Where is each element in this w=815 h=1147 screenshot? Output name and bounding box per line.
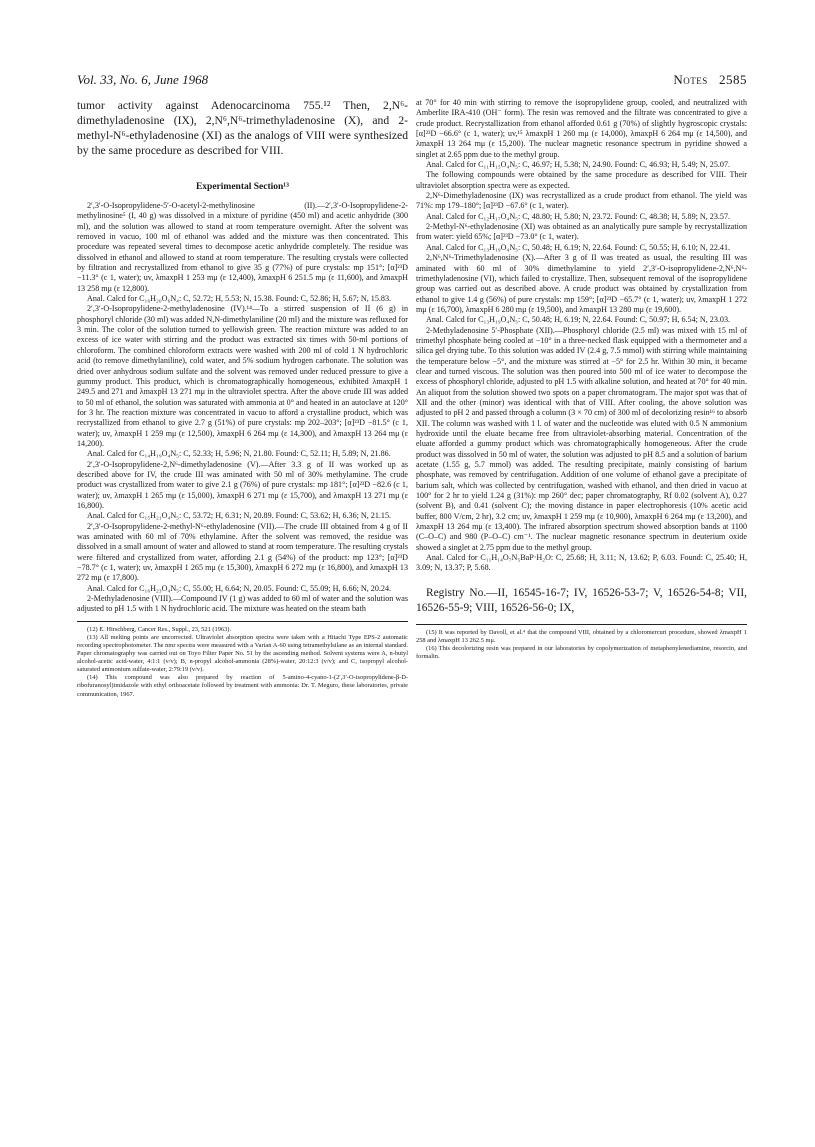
footnote: (16) This decolorizing resin was prepared in our laboratories by copolymerization of metaphenylenediamine, resorcin, and formalin.: [416, 645, 747, 661]
paragraph: Anal. Calcd for C₁₆H₂₀O₆N₄: C, 52.72; H, 5.53; N, 15.38. Found: C, 52.86; H, 5.67; N, 15.83.: [87, 294, 392, 304]
footnote: (12) E. Hirschberg, Cancer Res., Suppl., 23, 521 (1963).: [87, 625, 232, 633]
footnote: (15) It was reported by Davoll, et al.⁴ that the compound VIII, obtained by a chloromercuri procedure, showed λmaxpH 1 258 and λmaxpH 13 262.5 mμ.: [416, 628, 747, 644]
paragraph: Anal. Calcd for C₁₃H₁₉O₄N₅: C, 50.48; H, 6.19; N, 22.64. Found: C, 50.55; H, 6.10; N, 22.41.: [426, 242, 731, 252]
journal-issue: Vol. 33, No. 6, June 1968: [77, 72, 209, 87]
section-heading: Experimental Section¹³: [195, 182, 290, 192]
footnote-divider: [416, 624, 747, 625]
paragraph: Anal. Calcd for C₁₅H₂₁O₄N₅: C, 53.72; H, 6.31; N, 20.89. Found: C, 53.62; H, 6.36; N, 21.15.: [87, 511, 392, 521]
right-column: [416, 98, 747, 661]
running-head: [77, 72, 747, 90]
paragraph: 2-Methyladenosine (VIII).—Compound IV (1 g) was added to 60 ml of water and the solution was adjusted to pH 1.5 with 1 N hydrochloric acid. The mixture was heated on the steam bath: [77, 594, 408, 614]
lead-paragraph: tumor activity against Adenocarcinoma 755.¹² Then, 2,N⁶-dimethyladenosine (IX), 2,N⁶,N⁶-trimethyladenosine (X), and 2-methyl-N⁶-ethyladenosine (XI) as the analogs of VIII were synthesized by the same procedure as described for VIII.: [77, 99, 408, 157]
section-name: Notes: [673, 72, 708, 87]
paragraph: Anal. Calcd for C₁₃H₁₉O₄N₅: C, 50.48; H, 6.19; N, 22.64. Found: C, 50.97; H, 6.54; N, 23.03.: [426, 315, 731, 325]
paragraph: Anal. Calcd for C₁₁H₁₅O₄N₅: C, 46.97; H, 5.38; N, 24.90. Found: C, 46.93; H, 5.49; N, 25.07.: [426, 160, 731, 170]
paragraph: 2-Methyladenosine 5′-Phosphate (XII).—Phosphoryl chloride (2.5 ml) was mixed with 15 ml of trimethyl phosphate being cooled at −10° in a three-necked flask equipped with a thermometer and a silica gel drying tube. To this solution was added IV (2.4 g, 7.5 mmol) with stirring while maintaining the temperature below −5°, and the mixture was stirred at −5° for 2.5 hr. Within 30 min, it became clear and turned viscous. The solution was then poured into 500 ml of ice water to decompose the excess of phosphoryl chloride, adjusted to pH 1.5 with alkaline solution, and heated at 70° for 40 min. An aliquot from the solution showed two spots on a paper chromatogram. The major spot was that of XII and the other (minor) was identical with that of VIII. After cooling, the above solution was adjusted to pH 2 and passed through a column (3 × 70 cm) of 300 ml of decolorizing resin¹⁶ to absorb XII. The column was washed with 1 l. of water and the nucleotide was eluted with 0.5 N ammonium hydroxide until the eluate became free from ultraviolet-absorbing material. Concentration of the eluate afforded a gummy product which was chromatographically homogeneous. After the crude product was dissolved in 50 ml of water, the solution was adjusted to pH 8.5 and a solution of barium acetate (1.55 g, 5.7 mmol) was added. The resulting precipitate, mainly consisting of barium phosphate, was removed by centrifugation. Addition of one volume of ethanol gave a precipitate of barium salt, which was collected by centrifugation, washed with ethanol, and then dried in vacuo at 100° for 2 hr to yield 1.24 g (31%): mp 260° dec; paper chromatography, Rf 0.02 (solvent A), 0.27 (solvent B), and 0.41 (solvent C); the moving distance in paper electrophoresis (10% acetic acid buffer, 800 V/cm, 2 hr), 3.2 cm; uv, λmaxpH 1 259 mμ (ε 10,900), λmaxpH 6 264 mμ (ε 13,200), and λmaxpH 13 264 mμ (ε 13,400). The infrared absorption spectrum showed absorption bands at 1100 (C–O–C) and 980 (P–O–C) cm⁻¹. The nuclear magnetic resonance spectrum in deuterium oxide showed a singlet at 2.75 ppm due to the methyl group.: [416, 325, 747, 552]
paragraph: 2′,3′-O-Isopropylidene-2-methyl-N⁶-ethyladenosine (VII).—The crude III obtained from 4 g of II was aminated with 60 ml of 70% ethylamine. After the solvent was removed, the residue was dissolved in a small amount of water and allowed to stand at room temperature. The resulting crystals were filtered and crystallized from water, affording 2.1 g (54%) of the product: mp 123°; [α]²³D −78.7° (c 1, water); uv, λmaxpH 1 265 mμ (ε 15,300), λmaxpH 6 272 mμ (ε 16,800), and λmaxpH 13 272 mμ (ε 17,800).: [77, 521, 408, 583]
paragraph: Anal. Calcd for C₁₄H₁₉O₄N₅: C, 52.33; H, 5.96; N, 21.80. Found: C, 52.11; H, 5.89; N, 21.86.: [87, 449, 391, 459]
paragraph: Anal. Calcd for C₁₁H₁₄O₇N₅BaP·H₂O: C, 25.68; H, 3.11; N, 13.62; P, 6.03. Found: C, 25.40; H, 3.09; N, 13.37; P, 5.68.: [416, 553, 747, 573]
page-number: 2585: [719, 72, 747, 87]
footnote: (14) This compound was also prepared by reaction of 5-amino-4-cyano-1-(2′,3′-O-isopropylidene-β-D-ribofuranosyl)imidazole with ethyl orthoacetate followed by treatment with ammonia: Dr. T. Meguro, these laboratories, private communication, 1967.: [77, 674, 408, 698]
paragraph: 2′,3′-O-Isopropylidene-2-methyladenosine (IV).¹⁴—To a stirred suspension of II (6 g) in phosphoryl chloride (30 ml) was added N,N-dimethylaniline (20 ml) and the mixture was refluxed for 3 min. The color of the solution turned to yellowish green. The reaction mixture was added to an excess of ice water with stirring and the product was extracted six times with 50-ml portions of chloroform. The combined chloroform extracts were washed with 200 ml of cold 1 N hydrochloric acid (to remove dimethylaniline), cold water, and 5% sodium hydrogen carbonate. The solution was dried over anhydrous sodium sulfate and the solvent was removed under reduced pressure to give a gummy product. This product, which is chromatographically homogeneous, exhibited λmaxpH 1 249.5 and 271 and λmaxpH 13 271 mμ in the ultraviolet spectra. After the above crude III was added to 50 ml of ethanol, the solution was saturated with ammonia at 0° and heated in an autoclave at 120° for 3 hr. The reaction mixture was concentrated in vacuo to afford a crystalline product, which was recrystallized from ethanol to give 2.7 g (51%) of pure crystals: mp 202–203°; [α]²³D −81.5° (c 1, water); uv, λmaxpH 1 259 mμ (ε 12,500), λmaxpH 6 264 mμ (ε 14,300), and λmaxpH 13 264 mμ (ε 14,200).: [77, 304, 408, 448]
page-header-right: [673, 72, 747, 88]
paragraph: 2′,3′-O-Isopropylidene-5′-O-acetyl-2-methylinosine (II).—2′,3′-O-Isopropylidene-2-methylinosine⁵ (I, 40 g) was dissolved in a mixture of pyridine (450 ml) and acetic anhydride (300 ml), and the solution was allowed to stand at room temperature overnight. After the solvent was removed in vacuo, 100 ml of ethanol was added and the mixture was then concentrated. This procedure was repeated several times to decompose acetic anhydride completely. The residue was dissolved in ethanol and allowed to stand at room temperature. The resulting crystals were collected by filtration and recrystallized from ethanol to give 35 g (77%) of pure crystals: mp 151°; [α]²³D −11.3° (c 1, water); uv, λmaxpH 1 253 mμ (ε 12,400), λmaxpH 6 251.5 mμ (ε 11,600), and λmaxpH 13 258 mμ (ε 12,800).: [77, 201, 408, 293]
paragraph: 2,N⁶,N⁶-Trimethyladenosine (X).—After 3 g of II was treated as usual, the resulting III was aminated with 60 ml of 30% dimethylamine to yield 2′,3′-O-isopropylidene-2,N⁶,N⁶-trimethyladenosine (VI), which failed to crystallize. Then, subsequent removal of the isopropylidene group was carried out as described above. A crude product was obtained by crystallization from ethanol to give 1.4 g (56%) of pure crystals: mp 159°; [α]²³D −65.7° (c 1, water); uv, λmaxpH 1 272 mμ (ε 16,700), λmaxpH 6 280 mμ (ε 19,500), and λmaxpH 13 280 mμ (ε 19,600).: [416, 253, 747, 314]
paragraph: at 70° for 40 min with stirring to remove the isopropylidene group, cooled, and neutralized with Amberlite IRA-410 (OH⁻ form). The resin was removed and the filtrate was concentrated to give a crude product. Recrystallization from ethanol afforded 0.61 g (70%) of slightly hygroscopic crystals: [α]²³D −66.6° (c 1, water); uv,¹⁵ λmaxpH 1 260 mμ (ε 14,000), λmaxpH 6 264 mμ (ε 14,500), and λmaxpH 13 264 mμ (ε 15,200). The nuclear magnetic resonance spectrum in pyridine showed a singlet at 2.65 ppm due to the methyl group.: [416, 98, 747, 159]
paragraph: The following compounds were obtained by the same procedure as described for VIII. Their ultraviolet absorption spectra were as expected.: [416, 170, 747, 190]
paragraph: 2,N⁶-Dimethyladenosine (IX) was recrystallized as a crude product from ethanol. The yield was 71%: mp 179–180°; [α]²³D −67.6° (c 1, water).: [416, 191, 747, 211]
footnote: (13) All melting points are uncorrected. Ultraviolet absorption spectra were taken with a Hitachi Type EPS-2 automatic recording spectrophotometer. The nmr spectra were measured with a Varian A-60 using tetramethylsilane as an internal standard. Paper chromatography was carried out on Toyo Filter Paper No. 51 by the ascending method. Solvent systems were A, n-butyl alcohol-acetic acid-water, 4:1:1 (v/v); B, n-propyl alcohol-ammonia (28%)-water, 20:12:3 (v/v); and C, isopropyl alcohol-saturated ammonium sulfate-water, 2:79:19 (v/v).: [77, 633, 408, 674]
left-column: [77, 98, 408, 699]
footnote-divider: [77, 621, 408, 622]
paragraph: Anal. Calcd for C₁₂H₁₇O₄N₅: C, 48.80; H, 5.80; N, 23.72. Found: C, 48.38; H, 5.89; N, 23.57.: [426, 211, 731, 221]
paragraph: Anal. Calcd for C₁₆H₂₃O₄N₅: C, 55.00; H, 6.64; N, 20.05. Found: C, 55.09; H, 6.66; N, 20.24.: [87, 583, 392, 593]
registry-numbers: Registry No.—II, 16545-16-7; IV, 16526-53-7; V, 16526-54-8; VII, 16526-55-9; VIII, 16526-56-0; IX,: [416, 586, 747, 614]
paragraph: 2′,3′-O-Isopropylidene-2,N⁶-dimethyladenosine (V).—After 3.3 g of II was worked up as described above for IV, the crude III was aminated with 50 ml of 30% methylamine. The crude product was crystallized from water to give 2.1 g (76%) of pure crystals: mp 181°; [α]²³D −82.6 (c 1, water); uv, λmaxpH 1 265 mμ (ε 15,000), λmaxpH 6 271 mμ (ε 15,700), and λmaxpH 13 271 mμ (ε 16,800).: [77, 459, 408, 510]
paragraph: 2-Methyl-N⁶-ethyladenosine (XI) was obtained as an analytically pure sample by recrystallization from water: yield 65%; [α]²³D −73.0° (c 1, water).: [416, 222, 747, 242]
